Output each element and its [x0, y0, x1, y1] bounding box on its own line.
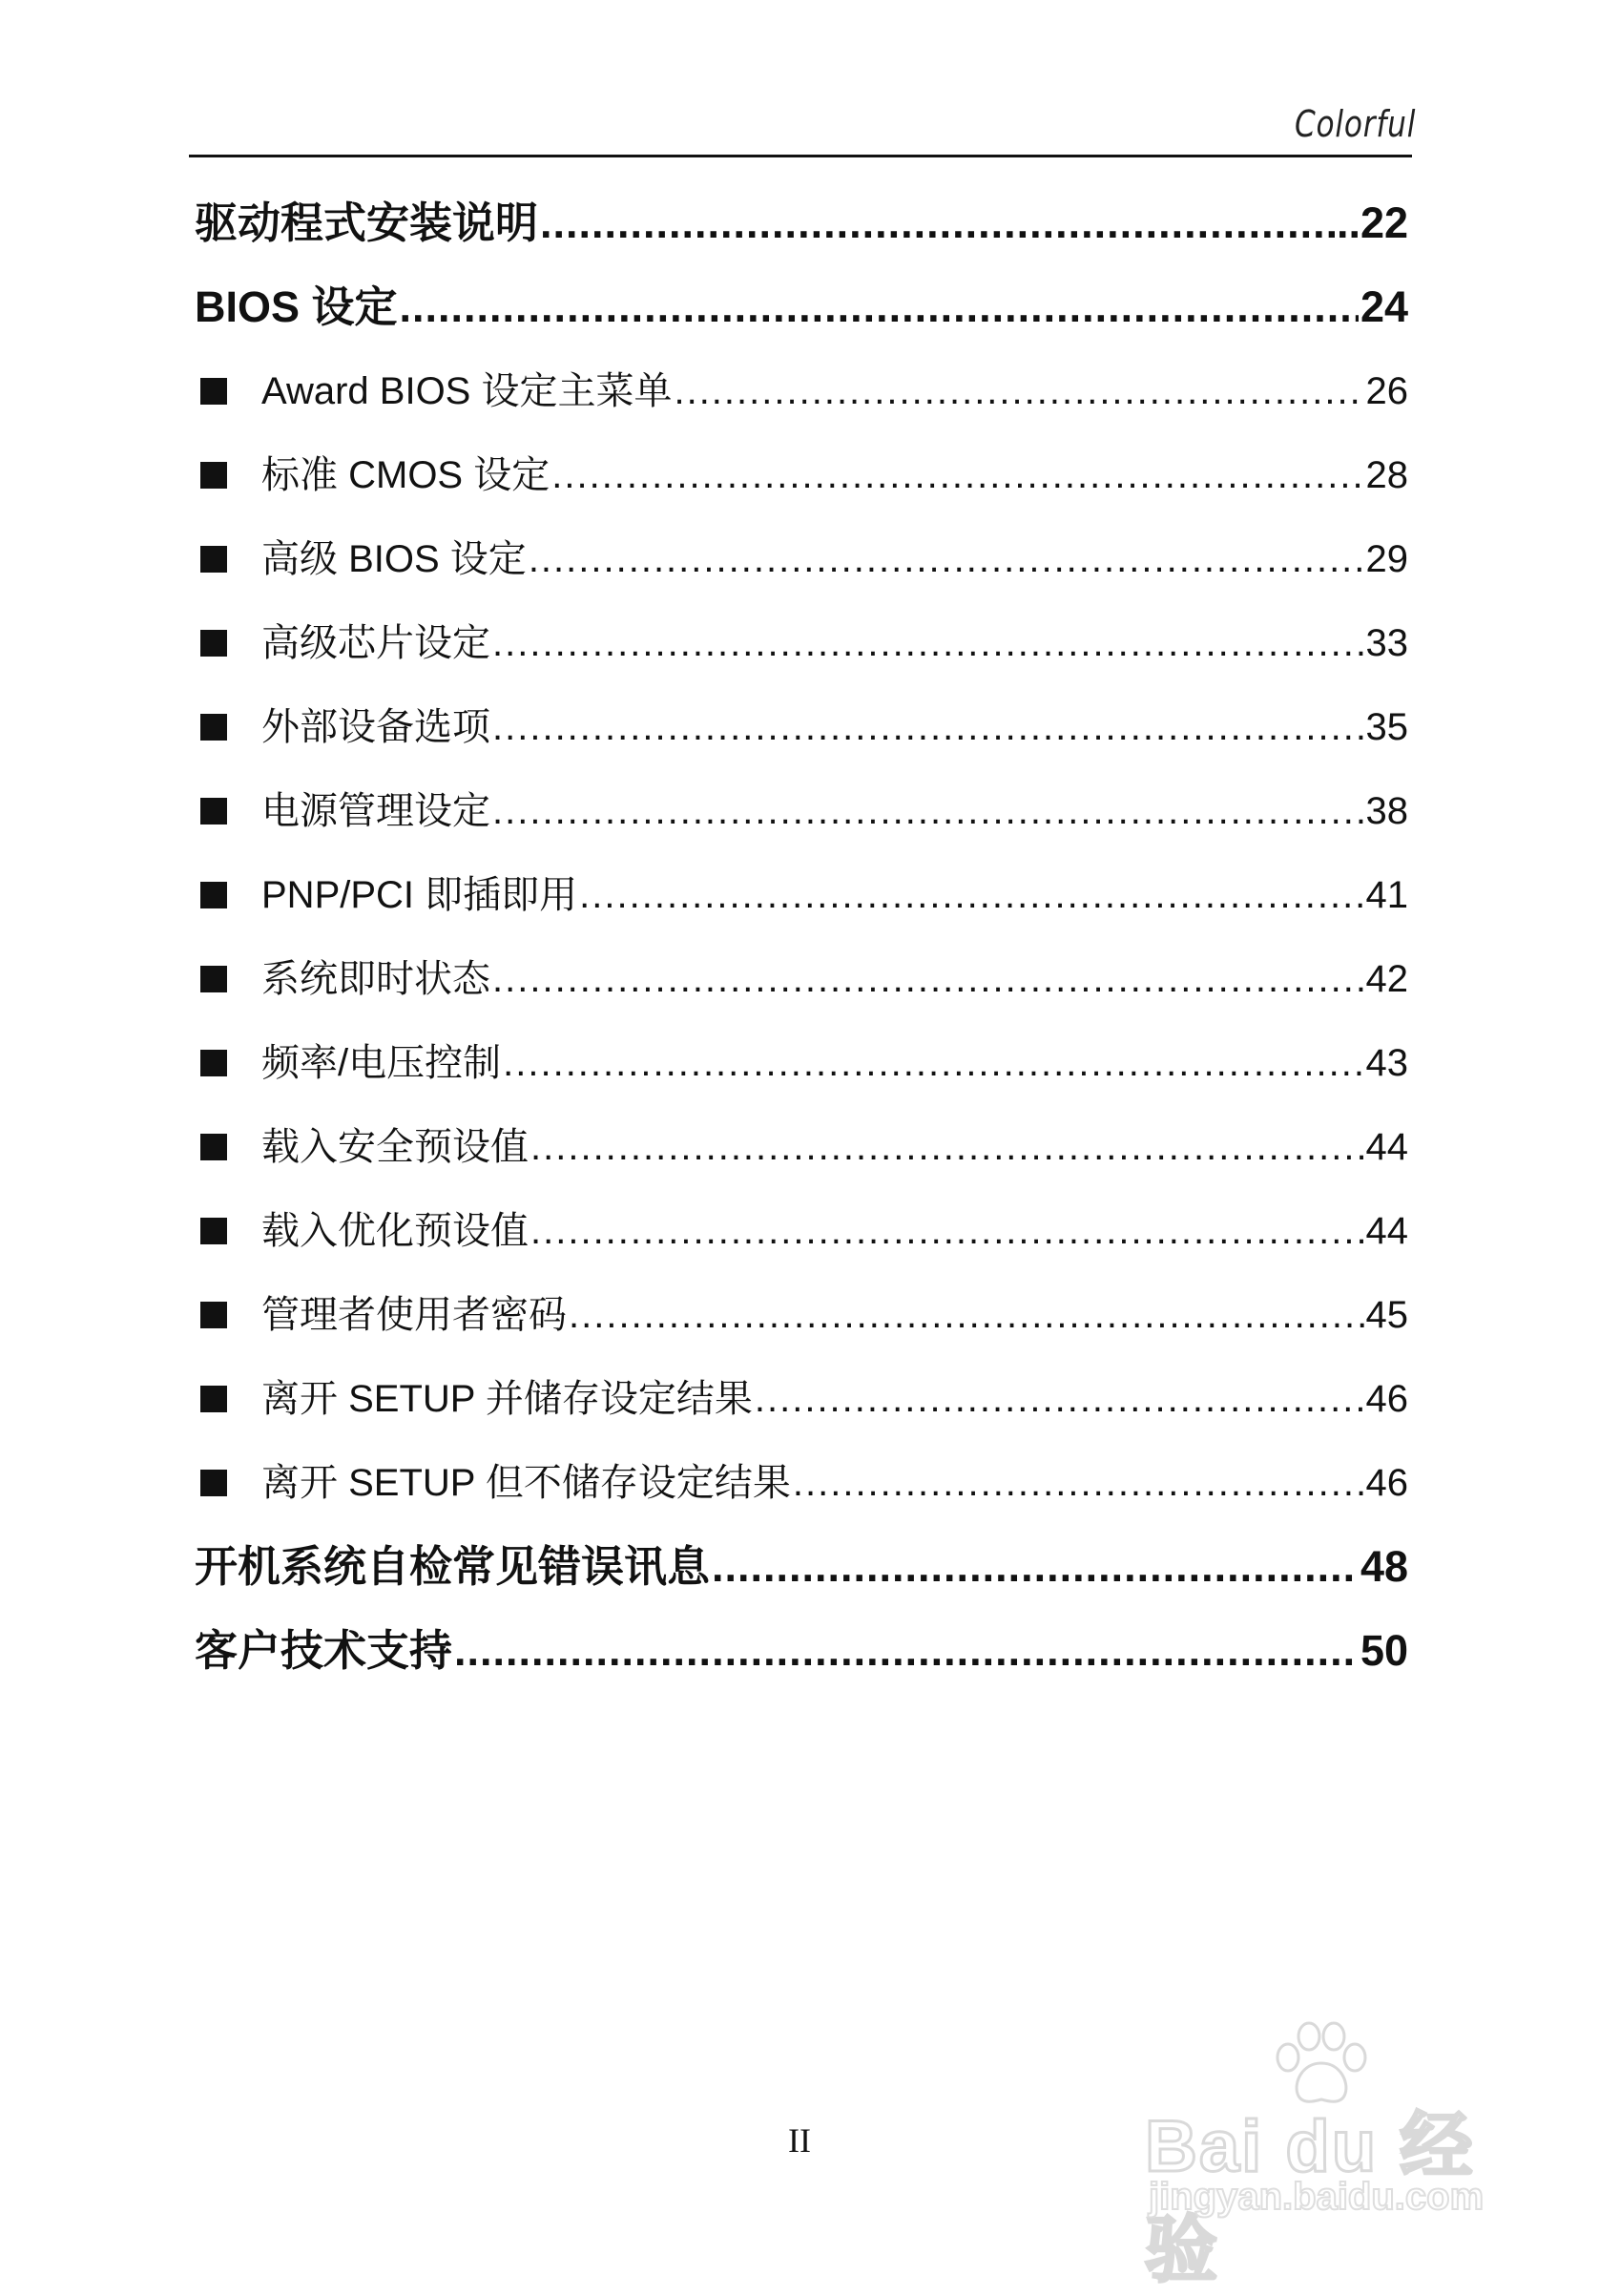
toc-entry-system-status[interactable]: [195, 937, 1408, 1021]
toc-entry-peripherals[interactable]: [195, 685, 1408, 769]
toc-leader: [503, 1021, 1363, 1105]
toc-leader: [492, 769, 1364, 853]
square-bullet-icon: [200, 546, 227, 573]
toc-page: 50: [1360, 1626, 1408, 1675]
toc-leader: [551, 433, 1363, 517]
toc-leader: [492, 937, 1364, 1021]
square-bullet-icon: [200, 630, 227, 657]
toc-page: 44: [1365, 1210, 1408, 1252]
toc-leader: [492, 685, 1364, 769]
toc-title: PNP/PCI 即插即用: [261, 874, 578, 916]
toc-title: BIOS 设定: [195, 282, 398, 331]
toc-page: 38: [1365, 790, 1408, 832]
toc-entry-customer-support[interactable]: [195, 1609, 1408, 1693]
toc-page: 46: [1365, 1378, 1408, 1420]
watermark-brand: Bai du 经验: [1145, 2106, 1475, 2291]
square-bullet-icon: [200, 882, 227, 908]
toc-leader: [793, 1441, 1364, 1525]
toc-title: 驱动程式安装说明: [195, 198, 539, 247]
toc-page: 28: [1365, 454, 1408, 496]
toc-entry-award-main-menu[interactable]: [195, 349, 1408, 433]
square-bullet-icon: [200, 1050, 227, 1076]
toc-entry-advanced-chipset[interactable]: [195, 601, 1408, 685]
toc-entry-passwords[interactable]: [195, 1273, 1408, 1357]
toc-entry-power-management[interactable]: [195, 769, 1408, 853]
baidu-jingyan-watermark: [1126, 2021, 1526, 2291]
header-rule: [189, 155, 1412, 157]
toc-page: 46: [1365, 1462, 1408, 1504]
toc-page: 43: [1365, 1042, 1408, 1084]
toc-entry-exit-without-saving[interactable]: [195, 1441, 1408, 1525]
square-bullet-icon: [200, 1470, 227, 1496]
toc-leader: [530, 1105, 1364, 1189]
toc-entry-load-safe-defaults[interactable]: [195, 1105, 1408, 1189]
toc-page: ..22: [1336, 198, 1408, 247]
table-of-contents: [195, 181, 1408, 1693]
square-bullet-icon: [200, 714, 227, 741]
toc-leader: [540, 181, 1335, 265]
toc-page: 26: [1365, 370, 1408, 412]
toc-page: 45: [1365, 1294, 1408, 1336]
toc-entry-load-optimized-defaults[interactable]: [195, 1189, 1408, 1273]
toc-leader: [755, 1357, 1364, 1441]
toc-entry-pnp-pci[interactable]: [195, 853, 1408, 937]
toc-leader: [579, 853, 1363, 937]
toc-leader: [492, 601, 1364, 685]
toc-leader: [674, 349, 1363, 433]
toc-entry-advanced-bios[interactable]: [195, 517, 1408, 601]
toc-entry-frequency-voltage[interactable]: [195, 1021, 1408, 1105]
square-bullet-icon: [200, 1302, 227, 1328]
toc-entry-post-error-messages[interactable]: [195, 1525, 1408, 1609]
toc-page: 42: [1365, 958, 1408, 1000]
toc-leader: [569, 1273, 1364, 1357]
toc-entry-driver-install[interactable]: [195, 181, 1408, 265]
toc-leader: [400, 265, 1359, 349]
toc-page: 41: [1365, 874, 1408, 916]
toc-page: 35: [1365, 706, 1408, 748]
toc-page: 48: [1360, 1542, 1408, 1591]
toc-leader: [454, 1609, 1359, 1693]
square-bullet-icon: [200, 1218, 227, 1244]
watermark-url: jingyan.baidu.com: [1149, 2176, 1485, 2218]
toc-title: 管理者使用者密码: [261, 1294, 567, 1336]
toc-leader: [712, 1525, 1359, 1609]
toc-leader: [529, 517, 1364, 601]
toc-title: 高级 BIOS 设定: [261, 538, 527, 580]
toc-title: Award BIOS 设定主菜单: [261, 370, 673, 412]
toc-entry-bios-setup[interactable]: [195, 265, 1408, 349]
toc-entry-standard-cmos[interactable]: [195, 433, 1408, 517]
toc-title: 标准 CMOS 设定: [261, 454, 550, 496]
toc-title: 高级芯片设定: [261, 622, 490, 664]
square-bullet-icon: [200, 966, 227, 992]
toc-page: 44: [1365, 1126, 1408, 1168]
toc-title: 载入安全预设值: [261, 1126, 529, 1168]
toc-page: 29: [1365, 538, 1408, 580]
toc-leader: [530, 1189, 1364, 1273]
toc-title: 离开 SETUP 并储存设定结果: [261, 1378, 753, 1420]
header-brand: Colorful: [1294, 103, 1416, 145]
square-bullet-icon: [200, 378, 227, 405]
square-bullet-icon: [200, 1386, 227, 1412]
square-bullet-icon: [200, 798, 227, 824]
toc-title: 系统即时状态: [261, 958, 490, 1000]
toc-title: 频率/电压控制: [261, 1042, 502, 1084]
toc-title: 外部设备选项: [261, 706, 490, 748]
toc-page: 24: [1360, 282, 1408, 331]
toc-title: 载入优化预设值: [261, 1210, 529, 1252]
square-bullet-icon: [200, 462, 227, 489]
toc-title: 离开 SETUP 但不储存设定结果: [261, 1462, 791, 1504]
toc-entry-save-and-exit[interactable]: [195, 1357, 1408, 1441]
toc-page: 33: [1365, 622, 1408, 664]
toc-title: 电源管理设定: [261, 790, 490, 832]
square-bullet-icon: [200, 1134, 227, 1160]
page-number: II: [788, 2121, 811, 2160]
toc-title: 开机系统自检常见错误讯息: [195, 1542, 711, 1591]
toc-title: 客户技术支持: [195, 1626, 453, 1675]
